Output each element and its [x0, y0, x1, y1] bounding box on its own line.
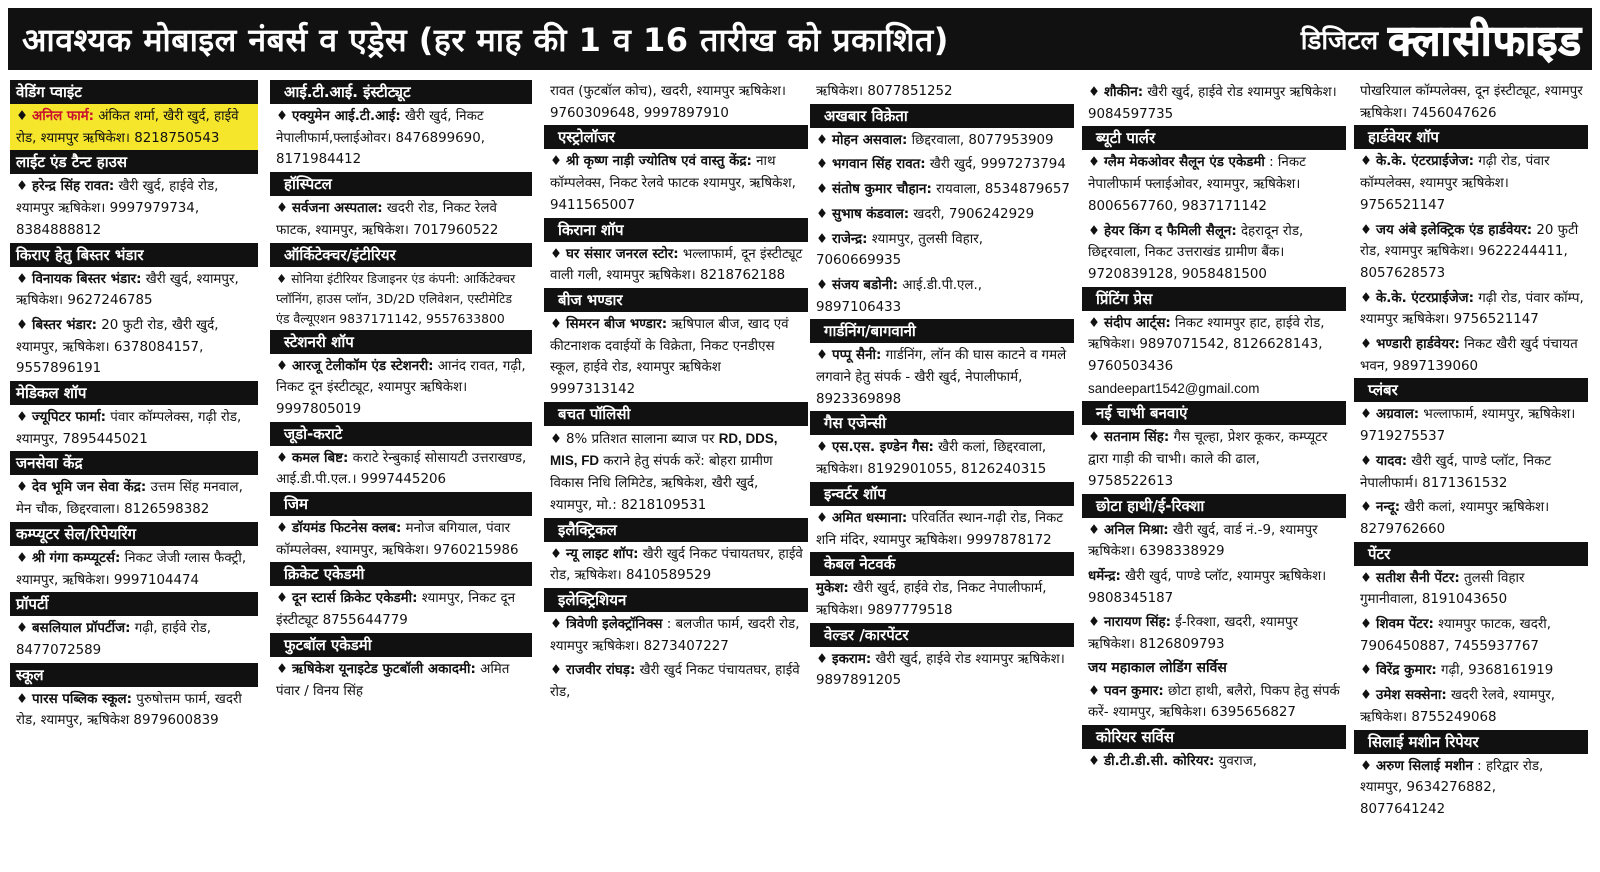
- bullet-icon: ♦: [816, 157, 829, 173]
- listing-name: सुभाष कंडवाल:: [832, 206, 910, 222]
- bullet-icon: ♦: [550, 154, 563, 170]
- listing-name: बसलियाल प्रॉपर्टीज:: [32, 621, 131, 637]
- bullet-icon: ♦: [816, 132, 829, 148]
- section-header: नई चाभी बनवाएं: [1082, 401, 1346, 425]
- listing-details: पंवार कॉम्पलेक्स, गढ़ी रोड, श्यामपुर, 7895445021: [16, 410, 242, 447]
- listing-name: अरुण सिलाई मशीन: [1376, 758, 1473, 774]
- listing: [544, 658, 808, 704]
- listing: [10, 616, 258, 662]
- bullet-icon: ♦: [1088, 315, 1101, 331]
- listing-name: एस.एस. इण्डेन गैस:: [832, 440, 934, 456]
- listing-name: अनिल फार्म:: [32, 109, 95, 124]
- listing-details: आनंद रावत, गढ़ी, निकट दून इंस्टीट्यूट, श्यामपुर ऋषिकेश। 9997805019: [276, 358, 526, 417]
- listing-details: छोटा हाथी, बलैरो, पिकप हेतु संपर्क करें- श्यामपुर, ऋषिकेश। 6395656827: [1088, 683, 1340, 721]
- bullet-icon: ♦: [1360, 407, 1373, 423]
- listing-name: विरेंद्र कुमार:: [1376, 663, 1437, 679]
- listing-name: संजय बडोनी:: [832, 277, 898, 293]
- listing-name: डी.टी.डी.सी. कोरियर:: [1104, 754, 1215, 770]
- bullet-icon: ♦: [276, 201, 289, 217]
- listing: [1082, 679, 1346, 725]
- bullet-icon: ♦: [1360, 758, 1373, 774]
- section-header: गार्डनिंग/बागवानी: [810, 319, 1074, 343]
- listing-details: गढ़ी रोड, पंवार कॉम्प, श्यामपुर ऋषिकेश। 9756521147: [1360, 290, 1584, 328]
- listing: [544, 612, 808, 658]
- listing-details: गैस चूल्हा, प्रेशर कूकर, कम्प्यूटर द्वारा गाड़ी की चाभी। काले की ढाल, 9758522613: [1088, 430, 1328, 489]
- section-header: वेडिंग प्वाइंट: [10, 80, 258, 104]
- column-1: [10, 80, 258, 870]
- listing-continued: ऋषिकेश। 8077851252: [816, 84, 953, 99]
- listing-details: अंकित शर्मा, खैरी खुर्द, हाईवे रोड, श्यामपुर ऋषिकेश। 8218750543: [16, 109, 239, 146]
- listing: [1082, 749, 1346, 774]
- listing: [1354, 449, 1588, 495]
- listing: [1082, 219, 1346, 287]
- listing: [10, 687, 258, 733]
- listing-details: खैरी खुर्द, हाईवे रोड, निकट नेपालीफार्म, ऋषिकेश। 9897779518: [816, 581, 1047, 618]
- listing-name: सतीश सैनी पेंटर:: [1376, 570, 1460, 586]
- listing-name: अमित धस्माना:: [832, 510, 908, 526]
- bullet-icon: ♦: [816, 182, 829, 198]
- listing: [1082, 80, 1346, 126]
- listing-details: खैरी खुर्द, पाण्डे प्लॉट, निकट नेपालीफार्म। 8171361532: [1360, 453, 1552, 491]
- section-header: स्टेशनरी शॉप: [270, 330, 532, 354]
- bullet-icon: ♦: [276, 521, 289, 537]
- section-header: इलेक्ट्रिशियन: [544, 588, 808, 612]
- listing-details: रायवाला, 8534879657: [931, 182, 1070, 198]
- bullet-icon: ♦: [1360, 617, 1373, 633]
- listing: [270, 104, 532, 172]
- brand-digital: डिजिटल: [1300, 26, 1379, 56]
- listing-details: निकट खैरी खुर्द पंचायत भवन, 9897139060: [1360, 337, 1578, 374]
- listing: [544, 542, 808, 588]
- listing-name: शिवम पेंटर:: [1376, 617, 1434, 633]
- listing: [10, 267, 258, 313]
- bullet-icon: ♦: [1360, 570, 1373, 586]
- listing-name: सर्वजना अस्पताल:: [292, 201, 383, 217]
- section-header: ब्यूटी पार्लर: [1082, 126, 1346, 150]
- listing-details: नाथ कॉम्पलेक्स, निकट रेलवे फाटक श्यामपुर, ऋषिकेश, 9411565007: [550, 154, 796, 213]
- listing-details: सोनिया इंटीरियर डिजाइनर एंड कंपनी: आर्किटेक्चर प्लॉनिंग, हाउस प्लॉन, 3D/2D एलिवेशन, एस्टीमेटिड एंड वैल्यूएशन 9837171142, 9557633800: [276, 270, 516, 326]
- listing: [1082, 150, 1346, 218]
- section-header: स्कूल: [10, 663, 258, 687]
- listing: [810, 227, 1074, 273]
- listing: [810, 273, 1074, 319]
- listing: [1082, 518, 1346, 564]
- bullet-icon: ♦: [1088, 223, 1101, 239]
- bullet-icon: ♦: [816, 348, 829, 364]
- listing-details: गढ़ी, हाईवे रोड, 8477072589: [16, 621, 211, 658]
- listing: [1354, 612, 1588, 658]
- page-title: आवश्यक मोबाइल नंबर्स व एड्रेस (हर माह की 1 व 16 तारीख को प्रकाशित): [22, 20, 949, 59]
- bullet-icon: ♦: [816, 440, 829, 456]
- listing: [544, 426, 808, 518]
- listing-details: खदरी, 7906242929: [909, 206, 1035, 222]
- listing-name: पवन कुमार:: [1104, 683, 1164, 699]
- listing: [1082, 311, 1346, 402]
- listing-details: युवराज,: [1214, 754, 1257, 770]
- bullet-icon: ♦: [550, 546, 563, 562]
- classifieds-columns: [8, 80, 1592, 870]
- listing-highlighted: [10, 104, 258, 150]
- listing-name: विनायक बिस्तर भंडार:: [32, 271, 142, 287]
- policy-types: RD, DDS, MIS, FD: [550, 430, 778, 469]
- listing-details: ऋषिपाल बीज, खाद एवं कीटनाशक दवाईयों के विक्रेता, निकट एनडीएस स्कूल, हाईवे रोड, श्यामपुर ऋषिकेश 9997313142: [550, 316, 789, 398]
- section-header: कोरियर सर्विस: [1082, 725, 1346, 749]
- listing-name: सिमरन बीज भण्डार:: [566, 316, 668, 332]
- listing: [10, 546, 258, 592]
- listing-details: खैरी खुर्द, हाईवे रोड श्यामपुर ऋषिकेश। 9084597735: [1088, 85, 1337, 122]
- listing: [1354, 566, 1588, 612]
- listing-name: भगवान सिंह रावत:: [832, 157, 926, 173]
- listing-details: कराने हेतु संपर्क करें: बोहरा ग्रामीण विकास निधि लिमिटेड, ऋषिकेश, खैरी खुर्द, श्यामपुर, मो.: 8218109531: [550, 454, 773, 513]
- listing: [270, 354, 532, 422]
- listing-name: अग्रवाल:: [1376, 407, 1420, 423]
- bullet-icon: ♦: [1088, 155, 1101, 171]
- bullet-icon: ♦: [1360, 154, 1373, 170]
- listing-name: के.के. एंटरप्राईजेज:: [1376, 290, 1474, 306]
- column-2: [270, 80, 532, 870]
- bullet-icon: ♦: [1360, 663, 1373, 679]
- listing: [1354, 218, 1588, 286]
- listing: [810, 647, 1074, 693]
- listing-details: पुरुषोत्तम फार्म, खदरी रोड, श्यामपुर, ऋषिकेश 8979600839: [16, 691, 242, 729]
- bullet-icon: ♦: [16, 410, 29, 426]
- section-header: इलैक्ट्रिकल: [544, 518, 808, 542]
- listing: [10, 475, 258, 521]
- listing: [1354, 332, 1588, 378]
- section-header: जिम: [270, 492, 532, 516]
- section-header: एस्ट्रोलॉजर: [544, 125, 808, 149]
- section-header: वेल्डर /कारपेंटर: [810, 623, 1074, 647]
- listing: [1082, 610, 1346, 656]
- bullet-icon: ♦: [816, 231, 829, 247]
- column-6: [1354, 80, 1588, 870]
- listing-details: गढ़ी रोड, पंवार कॉम्पलेक्स, श्यामपुर ऋषिकेश। 9756521147: [1360, 154, 1550, 213]
- listing-details: खैरी खुर्द, 9997273794: [925, 157, 1066, 173]
- listing-details: गार्डनिंग, लॉन की घास काटने व गमले लगवाने हेतु संपर्क - खैरी खुर्द, नेपालीफार्म, 8923369898: [816, 348, 1067, 407]
- listing: [1354, 402, 1588, 448]
- listing: [270, 446, 532, 492]
- bullet-icon: ♦: [1360, 500, 1373, 516]
- bullet-icon: ♦: [550, 431, 563, 447]
- listing: [270, 657, 532, 703]
- listing-details: तुलसी विहार गुमानीवाला, 8191043650: [1360, 570, 1525, 608]
- listing-name: ग्लैम मेकओवर सैलून एंड एकेडमी: [1104, 155, 1265, 171]
- listing-name: हरेन्द्र सिंह रावत:: [32, 179, 115, 195]
- listing-name: हेयर किंग द फैमिली सैलून:: [1104, 223, 1237, 239]
- bullet-icon: ♦: [550, 316, 563, 332]
- listing-details: गढ़ी, 9368161919: [1436, 663, 1554, 679]
- bullet-icon: ♦: [1088, 430, 1101, 446]
- bullet-icon: ♦: [16, 621, 29, 637]
- listing-name: राजेन्द्र:: [832, 231, 868, 247]
- listing-details: खैरी खुर्द, हाईवे रोड, श्यामपुर ऋषिकेश। 9997979734, 8384888812: [16, 179, 219, 238]
- column-5: [1082, 80, 1346, 870]
- section-header: आई.टी.आई. इंस्टीट्यूट: [270, 80, 532, 104]
- listing: [270, 267, 532, 330]
- listing-details: परिवर्तित स्थान-गढ़ी रोड, निकट शनि मंदिर, श्यामपुर ऋषिकेश। 9997878172: [816, 510, 1064, 548]
- bullet-icon: ♦: [276, 358, 289, 374]
- section-header: लाईट एंड टैन्ट हाउस: [10, 150, 258, 174]
- masthead-banner: [8, 8, 1592, 70]
- listing-details: खैरी कलां, श्यामपुर ऋषिकेश। 8279762660: [1360, 500, 1550, 537]
- listing-details: भल्लाफार्म, दून इंस्टीट्यूट वाली गली, श्यामपुर ऋषिकेश। 8218762188: [550, 246, 803, 284]
- listing-name: डॉयमंड फिटनेस क्लब:: [292, 521, 402, 537]
- listing: [544, 242, 808, 288]
- listing: [1082, 564, 1346, 610]
- listing: [1354, 658, 1588, 683]
- bullet-icon: ♦: [550, 616, 563, 632]
- section-header: जनसेवा केंद्र: [10, 451, 258, 475]
- listing: [1354, 286, 1588, 332]
- bullet-icon: ♦: [1088, 683, 1101, 699]
- listing-name: एक्युमेन आई.टी.आई:: [292, 109, 401, 124]
- bullet-icon: ♦: [816, 510, 829, 526]
- listing-name: श्री कृष्ण नाड़ी ज्योतिष एवं वास्तु केंद्र:: [566, 154, 752, 170]
- email-link[interactable]: sandeepart1542@gmail.com: [1088, 380, 1260, 396]
- bullet-icon: ♦: [1088, 754, 1101, 770]
- bullet-icon: ♦: [1088, 615, 1101, 631]
- listing-name: नारायण सिंह:: [1104, 615, 1171, 631]
- section-header: मेडिकल शॉप: [10, 381, 258, 405]
- listing-name: पप्पू सैनी:: [832, 348, 882, 364]
- listing: [544, 149, 808, 217]
- listing-details: निकट श्यामपुर हाट, हाईवे रोड, ऋषिकेश। 9897071542, 8126628143, 9760503436: [1088, 315, 1325, 375]
- bullet-icon: ♦: [1360, 453, 1373, 469]
- listing-details: खैरी कलां, छिद्दरवाला, ऋषिकेश। 8192901055, 8126240315: [816, 440, 1047, 478]
- listing: [810, 177, 1074, 202]
- bullet-icon: ♦: [1360, 222, 1373, 238]
- bullet-icon: ♦: [1360, 688, 1373, 704]
- listing-details: छिद्दरवाला, 8077953909: [907, 132, 1054, 148]
- section-header: इन्वर्टर शॉप: [810, 482, 1074, 506]
- bullet-icon: ♦: [16, 691, 29, 707]
- section-header: प्रॉपर्टी: [10, 592, 258, 616]
- listing-details: खैरी खुर्द निकट पंचायतघर, हाईवे रोड, ऋषिकेश। 8410589529: [550, 546, 803, 584]
- listing: [810, 128, 1074, 153]
- listing: [1082, 425, 1346, 493]
- section-header: पेंटर: [1354, 542, 1588, 566]
- listing: [10, 313, 258, 381]
- listing: [270, 586, 532, 632]
- section-header: हॉस्पिटल: [270, 172, 532, 196]
- listing-name: सतनाम सिंह:: [1104, 430, 1170, 446]
- listing-name: देव भूमि जन सेवा केंद्र:: [32, 480, 147, 496]
- section-header: सिलाई मशीन रिपेयर: [1354, 730, 1588, 754]
- bullet-icon: ♦: [550, 246, 563, 262]
- listing-name: उमेश सक्सेना:: [1376, 688, 1447, 704]
- bullet-icon: ♦: [276, 591, 289, 607]
- listing-details: : बलजीत फार्म, खदरी रोड, श्यामपुर ऋषिकेश। 8273407227: [550, 616, 800, 654]
- listing-name: ऋषिकेश यूनाइटेड फुटबॉली अकादमी:: [292, 661, 476, 677]
- listing-name: संतोष कुमार चौहान:: [832, 182, 932, 198]
- listing-details: आई.डी.पी.एल., 9897106433: [816, 277, 982, 315]
- listing-name: कमल बिष्ट:: [292, 450, 349, 466]
- section-header: ऑर्किटेक्चर/इंटीरियर: [270, 243, 532, 267]
- bullet-icon: ♦: [16, 179, 29, 195]
- listing-details: खैरी खुर्द, निकट नेपालीफार्म,फ्लाईओवर। 8476899690, 8171984412: [276, 109, 485, 168]
- listing: [10, 405, 258, 451]
- column-4: [810, 80, 1074, 870]
- section-header: छोटा हाथी/ई-रिक्शा: [1082, 494, 1346, 518]
- bullet-icon: ♦: [816, 206, 829, 222]
- listing-details: : हरिद्वार रोड, श्यामपुर, 9634276882, 8077641242: [1360, 758, 1544, 817]
- bullet-icon: ♦: [1088, 85, 1101, 100]
- bullet-icon: ♦: [16, 550, 29, 566]
- listing-details: कराटे रेन्बुकाई सोसायटी उत्तराखण्ड, आई.डी.पी.एल.। 9997445206: [276, 450, 527, 488]
- listing-details: निकट जेजी ग्लास फैक्ट्री, श्यामपुर, ऋषिकेश। 9997104474: [16, 550, 247, 588]
- bullet-icon: ♦: [276, 270, 288, 286]
- listing-details: ई-रिक्शा, खदरी, श्यामपुर ऋषिकेश। 8126809793: [1088, 615, 1299, 653]
- listing-details: 8% प्रतिशत सालाना ब्याज पर: [566, 431, 719, 447]
- section-header: हार्डवेयर शॉप: [1354, 125, 1588, 149]
- section-header: क्रिकेट एकेडमी: [270, 562, 532, 586]
- listing-name: मुकेश:: [816, 581, 849, 597]
- listing-details: 20 फुटी रोड, खैरी खुर्द, श्यामपुर, ऋषिकेश। 6378084157, 9557896191: [16, 317, 219, 377]
- listing-name: जय अंबे इलेक्ट्रिक एंड हार्डवेयर:: [1376, 222, 1533, 238]
- listing-name: के.के. एंटरप्राईजेज:: [1376, 154, 1474, 170]
- listing: [270, 196, 532, 242]
- listing-name: भण्डारी हार्डवेयर:: [1376, 337, 1460, 353]
- section-header: केबल नेटवर्क: [810, 552, 1074, 576]
- listing-name: घर संसार जनरल स्टोर:: [566, 246, 679, 262]
- listing-details: श्यामपुर फाटक, खदरी, 7906450887, 7455937767: [1360, 617, 1552, 654]
- listing: [810, 435, 1074, 481]
- listing-name: अनिल मिश्रा:: [1104, 522, 1169, 538]
- section-header: गैस एजेन्सी: [810, 411, 1074, 435]
- brand-classified: क्लासीफाइड: [1388, 15, 1582, 65]
- section-header: किराए हेतु बिस्तर भंडार: [10, 243, 258, 267]
- listing-name: नन्दू:: [1376, 500, 1401, 516]
- listing-name: संदीप आर्ट्स:: [1104, 315, 1171, 331]
- listing-name: पारस पब्लिक स्कूल:: [32, 691, 132, 707]
- section-header: जूडो-कराटे: [270, 422, 532, 446]
- listing: [810, 506, 1074, 552]
- listing-details: 20 फुटी रोड, श्यामपुर ऋषिकेश। 9622244411, 8057628573: [1360, 222, 1579, 281]
- bullet-icon: ♦: [16, 480, 29, 496]
- listing-details: : निकट नेपालीफार्म फ्लाईओवर, श्यामपुर, ऋषिकेश। 8006567760, 9837171142: [1088, 155, 1306, 214]
- bullet-icon: ♦: [1360, 290, 1373, 306]
- section-header: प्रिंटिंग प्रेस: [1082, 287, 1346, 311]
- listing-name: राजवीर रांघड़:: [566, 663, 636, 679]
- section-header: अखबार विक्रेता: [810, 104, 1074, 128]
- listing-continued: रावत (फुटबॉल कोच), खदरी, श्यामपुर ऋषिकेश। 9760309648, 9997897910: [550, 84, 786, 121]
- listing: [1354, 495, 1588, 541]
- listing-name: मोहन असवाल:: [832, 132, 908, 148]
- bullet-icon: ♦: [16, 109, 29, 124]
- listing: [10, 174, 258, 242]
- listing-details: भल्लाफार्म, श्यामपुर, ऋषिकेश। 9719275537: [1360, 407, 1576, 445]
- section-header: बीज भण्डार: [544, 288, 808, 312]
- listing-name: इकराम:: [832, 651, 872, 667]
- listing: [810, 152, 1074, 177]
- listing-name: शौकीन:: [1104, 85, 1144, 100]
- listing-name: बिस्तर भंडार:: [32, 317, 97, 333]
- listing-name: यादव:: [1376, 453, 1408, 469]
- bullet-icon: ♦: [550, 663, 563, 679]
- column-3: [544, 80, 808, 870]
- listing-details: खैरी खुर्द निकट पंचायतघर, हाईवे रोड,: [550, 663, 800, 701]
- listing: [810, 576, 1074, 622]
- listing: [810, 202, 1074, 227]
- listing-details: श्यामपुर, तुलसी विहार, 7060669935: [816, 231, 983, 269]
- bullet-icon: ♦: [276, 661, 289, 677]
- bullet-icon: ♦: [16, 271, 29, 287]
- listing-details: खैरी खुर्द, पाण्डे प्लॉट, श्यामपुर ऋषिकेश। 9808345187: [1088, 568, 1327, 606]
- listing-details: अमित पंवार / विनय सिंह: [276, 661, 510, 699]
- listing: [1354, 149, 1588, 217]
- listing-details: खैरी खुर्द, श्यामपुर, ऋषिकेश। 9627246785: [16, 271, 239, 309]
- section-header: प्लंबर: [1354, 378, 1588, 402]
- listing: [270, 516, 532, 562]
- listing-name: न्यू लाइट शॉप:: [566, 546, 639, 562]
- listing: [1354, 683, 1588, 729]
- bullet-icon: ♦: [276, 450, 289, 466]
- section-header: कम्प्यूटर सेल/रिपेयरिंग: [10, 522, 258, 546]
- listing-details: देहरादून रोड, छिद्दरवाला, निकट उत्तराखंड ग्रामीण बैंक। 9720839128, 9058481500: [1088, 223, 1304, 282]
- bullet-icon: ♦: [16, 317, 29, 333]
- bullet-icon: ♦: [1360, 337, 1373, 353]
- listing-details: खदरी रोड, निकट रेलवे फाटक, श्यामपुर, ऋषिकेश। 7017960522: [276, 201, 499, 238]
- section-header: बचत पॉलिसी: [544, 402, 808, 426]
- listing-name: आरजू टेलीकॉम एंड स्टेशनरी:: [292, 358, 434, 374]
- bullet-icon: ♦: [276, 109, 289, 124]
- sub-heading: जय महाकाल लोडिंग सर्विस: [1088, 659, 1227, 676]
- listing-details: श्यामपुर, निकट दून इंस्टीट्यूट 8755644779: [276, 591, 516, 629]
- bullet-icon: ♦: [816, 651, 829, 667]
- listing-details: मनोज बगियाल, पंवार कॉम्पलेक्स, श्यामपुर, ऋषिकेश। 9760215986: [276, 521, 519, 558]
- listing-details: उत्तम सिंह मनवाल, मेन चौक, छिद्दरवाला। 8126598382: [16, 480, 243, 518]
- listing-continued: पोखरियाल कॉम्पलेक्स, दून इंस्टीट्यूट, श्यामपुर ऋषिकेश। 7456047626: [1360, 84, 1583, 121]
- brand-logo: [1301, 10, 1582, 68]
- listing-name: दून स्टार्स क्रिकेट एकेडमी:: [292, 591, 418, 607]
- listing: [544, 312, 808, 402]
- listing-name: त्रिवेणी इलेक्ट्रॉनिक्स: [566, 616, 663, 632]
- section-header: किराना शॉप: [544, 218, 808, 242]
- listing-details: खैरी खुर्द, हाईवे रोड श्यामपुर ऋषिकेश। 9897891205: [816, 651, 1065, 689]
- listing-name: श्री गंगा कम्प्यूटर्स:: [32, 550, 121, 566]
- listing-details: खैरी खुर्द, वार्ड नं.-9, श्यामपुर ऋषिकेश। 6398338929: [1088, 522, 1318, 560]
- bullet-icon: ♦: [1088, 522, 1101, 538]
- bullet-icon: ♦: [816, 277, 829, 293]
- listing: [810, 343, 1074, 411]
- listing-details: खदरी रेलवे, श्यामपुर, ऋषिकेश। 8755249068: [1360, 688, 1556, 725]
- listing: [1354, 754, 1588, 822]
- section-header: फुटबॉल एकेडमी: [270, 633, 532, 657]
- listing-name: धर्मेन्द्र:: [1088, 568, 1121, 584]
- listing-name: ज्यूपिटर फार्मा:: [32, 410, 107, 426]
